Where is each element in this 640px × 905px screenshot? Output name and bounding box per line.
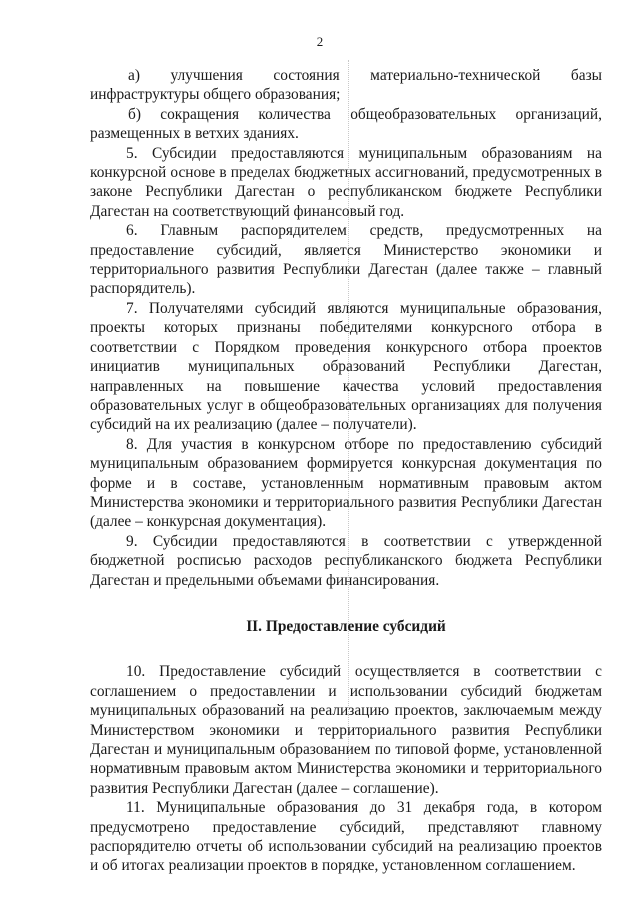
- paragraph-6: 6. Главным распорядителем средств, предусмотренных на предоставление субсидий, является Министерство экономики и территориального развития Республики Дагестан (далее также – главный распорядитель).: [90, 222, 602, 298]
- paragraph-a: а) улучшения состояния материально-технической базы инфраструктуры общего образования;: [90, 67, 602, 104]
- paragraph-5: 5. Субсидии предоставляются муниципальным образованиям на конкурсной основе в пределах бюджетных ассигнований, предусмотренных в законе Республики Дагестан о республиканском бюджете Республики Дагестан на соответствующий финансовый год.: [90, 144, 602, 220]
- document-body: [90, 66, 602, 876]
- section-heading: II. Предоставление субсидий: [246, 617, 446, 635]
- paragraph-11: 11. Муниципальные образования до 31 декабря года, в котором предусмотрено предоставление субсидий, представляют главному распорядителю отчеты об использовании субсидий на реализацию проектов и об итогах реализации проектов в порядке, установленном соглашением.: [90, 799, 602, 875]
- paragraph-7: 7. Получателями субсидий являются муниципальные образования, проекты которых признаны победителями конкурсного отбора в соответствии с Порядком проведения конкурсного отбора проектов инициатив муниципальных образований Республики Дагестан, направленных на повышение качества условий предоставления образовательных услуг в общеобразовательных организациях для получения субсидий на их реализацию (далее – получатели).: [90, 299, 602, 434]
- paragraph-8: 8. Для участия в конкурсном отборе по предоставлению субсидий муниципальным образованием формируется конкурсная документация по форме и в составе, установленным нормативным правовым актом Министерства экономики и территориального развития Республики Дагестан (далее – конкурсная документация).: [90, 435, 602, 531]
- page-number: 2: [316, 34, 324, 49]
- paragraph-10: 10. Предоставление субсидий осуществляется в соответствии с соглашением о предоставлении и использовании субсидий бюджетам муниципальных образований на реализацию проектов, заключаемым между Министерством экономики и территориального развития Республики Дагестан и муниципальным образованием по типовой форме, установленной нормативным правовым актом Министерства экономики и территориального развития Республики Дагестан (далее – соглашение).: [90, 663, 602, 797]
- paragraph-9: 9. Субсидии предоставляются в соответствии с утвержденной бюджетной росписью расходов республиканского бюджета Республики Дагестан и предельными объемами финансирования.: [90, 532, 602, 589]
- paragraph-b: б) сокращения количества общеобразовательных организаций, размещенных в ветхих зданиях.: [90, 105, 602, 143]
